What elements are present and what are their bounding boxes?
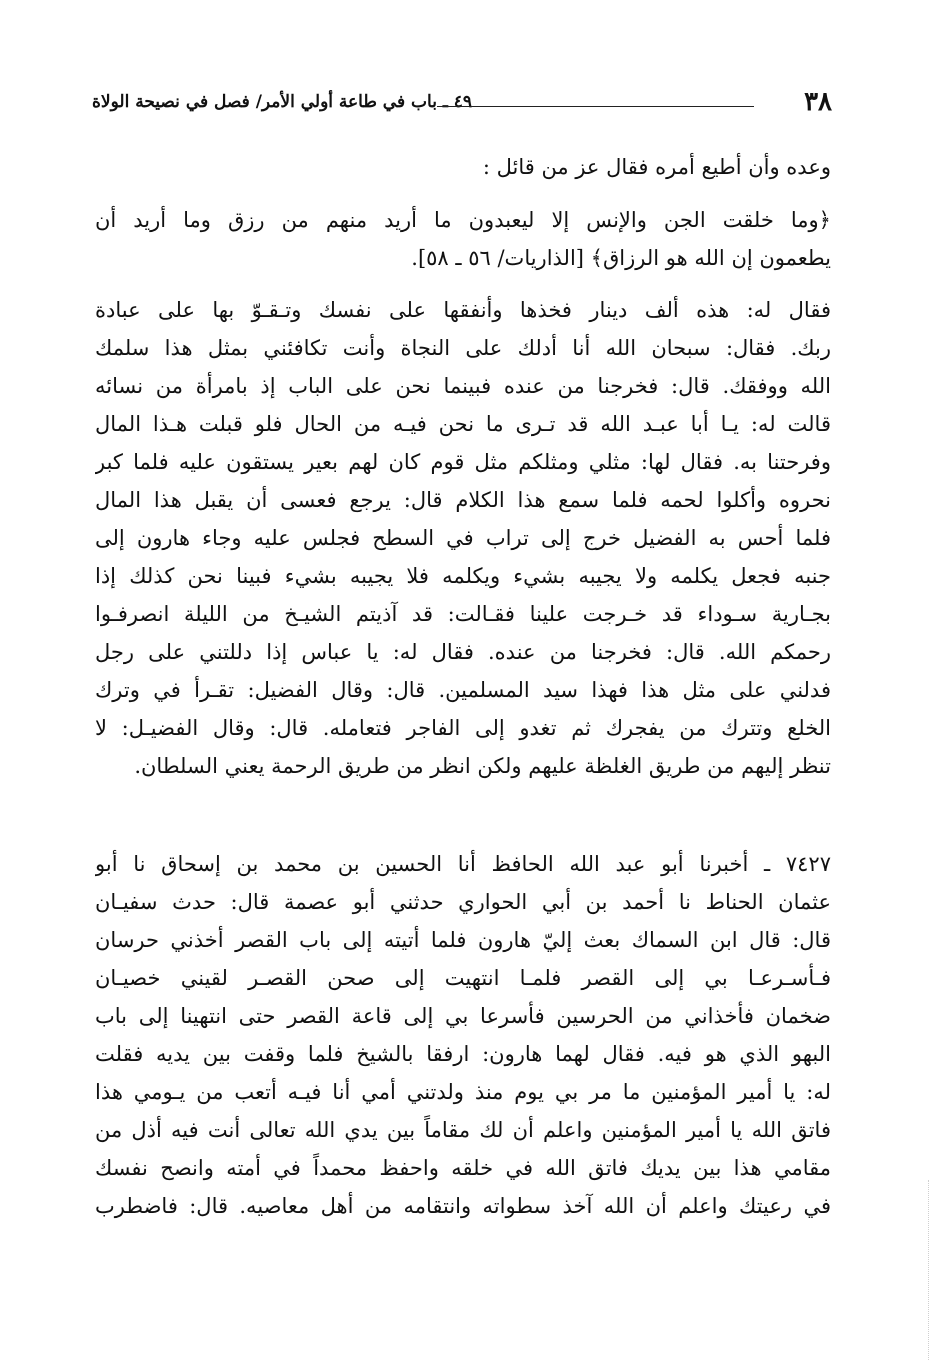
paragraph-narrative [95, 291, 831, 785]
text-line: تنظر إليهم من طريق الغلظة عليهم ولكن انظر من طريق الرحمة يعني السلطان. [134, 754, 831, 778]
text-line: جنبه فجعل يكلمه ولا يجيبه بشيء ويكلمه فلا يجيبه بشيء فبينا نحن كذلك إذا [95, 564, 831, 588]
text-line: ضخمان فأخذاني من الحرسين فأسرعا بي إلى قاعة القصر حتى انتهينا إلى باب [95, 1004, 831, 1028]
text-line: يطعمون إن الله هو الرزاق﴾ [الذاريات/ ٥٦ ـ ٥٨]. [411, 246, 831, 270]
text-line: وفرحتنا به. فقال لها: مثلي ومثلكم مثل قوم كان لهم بعير يستقون عليه فلما كبر [95, 450, 831, 474]
text-line: الله ووفقك. قال: فخرجنا من عنده فبينما نحن على الباب إذ بامرأة من نسائه [95, 374, 831, 398]
text-line: له: يا أمير المؤمنين ما مر بي يوم منذ ولدتني أمي أنا فيـه أتعب من يـومي هذا [95, 1080, 831, 1104]
text-line: في رعيتك واعلم أن الله آخذ سطواته وانتقامه من أهل معاصيه. قال: فاضطرب [95, 1194, 831, 1218]
text-line: فاتق الله يا أمير المؤمنين واعلم أن لك مقاماً بين يدي الله تعالى أنت فيه أذل من [95, 1118, 831, 1142]
running-title: ٤٩ ـ باب في طاعة أولي الأمر/ فصل في نصيحة الولاة [92, 92, 473, 112]
text-line: عثمان الحناط نا أحمد بن أبي الحواري حدثني أبو عصمة قال: حدث سفيـان [95, 890, 831, 914]
text-line: مقامي هذا بين يديك فاتق الله في خلقه واحفظ محمداً في أمته وانصح نفسك [95, 1156, 831, 1180]
text-line: وعده وأن أطيع أمره فقال عز من قائل : [482, 155, 831, 179]
text-line: الخلع وتترك من يفجرك ثم تغدو إلى الفاجر فتعامله. قال: وقال الفضيـل: لا [95, 716, 831, 740]
header-rule [437, 106, 754, 107]
text-line: فـأسـرعـا بي إلى القصر فلمـا انتهيت إلى صحن القصـر لقيني خصيـان [95, 966, 831, 990]
text-line: فقال له: هذه ألف دينار فخذها وأنفقها على نفسك وتـقـوّ بها على عبادة [95, 298, 831, 322]
text-line: بجـارية سـوداء قد خـرجت علينا فقـالت: قد آذيتم الشيـخ من الليلة انصرفـوا [95, 602, 831, 626]
paragraph-intro [95, 148, 831, 186]
text-line: رحمكم الله. قال: فخرجنا من عنده. فقال له: يا عباس إذا دللتني على رجل [95, 640, 831, 664]
text-line: قالت له: يـا أبا عبـد الله قد تـرى ما نحن فيـه من الحال فلو قبلت هـذا المال [95, 412, 831, 436]
text-line: ﴿وما خلقت الجن والإنس إلا ليعبدون ما أريد منهم من رزق وما أريد أن [95, 208, 831, 232]
scan-margin-speckle [928, 1180, 931, 1360]
text-line: ربك. فقال: سبحان الله أنا أدلك على النجاة وأنت تكافئني بمثل هذا سلمك [95, 336, 831, 360]
text-line: فدلني على مثل هذا فهذا سيد المسلمين. قال: وقال الفضيل: تقـرأ في وترك [95, 678, 831, 702]
paragraph-hadith-7427 [95, 845, 831, 1225]
text-line: نحروه وأكلوا لحمه فلما سمع هذا الكلام قال: يرجع فعسى أن يقبل هذا المال [95, 488, 831, 512]
page-number: ٣٨ [804, 87, 832, 117]
text-line: قال: قال ابن السماك بعث إليّ هارون فلما أتيته إلى باب القصر أخذني حرسان [95, 928, 831, 952]
page-header [92, 86, 832, 118]
text-line: فلما أحس به الفضيل خرج إلى تراب في السطح فجلس عليه وجاء هارون إلى [95, 526, 831, 550]
paragraph-verse [95, 201, 831, 277]
text-line: ٧٤٢٧ ـ أخبرنا أبو عبد الله الحافظ أنا الحسين بن محمد بن إسحاق نا أبو [95, 852, 831, 876]
text-line: البهو الذي هو فيه. فقال لهما هارون: ارفقا بالشيخ فلما وقفت بين يديه فقلت [95, 1042, 831, 1066]
